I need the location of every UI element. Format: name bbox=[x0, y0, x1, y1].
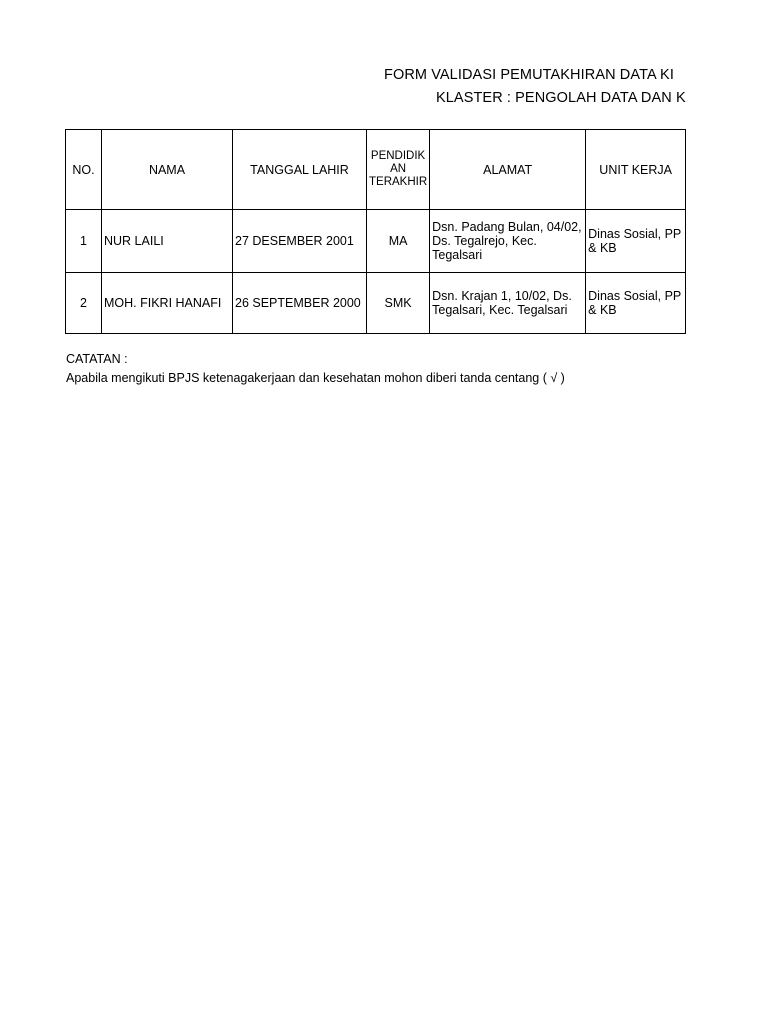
alamat-line-2: Ds. Tegalrejo, Kec. bbox=[432, 234, 537, 248]
alamat-line-1: Dsn. Padang Bulan, 04/02, bbox=[432, 220, 582, 234]
table-row bbox=[66, 210, 686, 273]
cell-tanggal-lahir: 26 SEPTEMBER 2000 bbox=[233, 273, 367, 334]
unit-kerja-line-2: & KB bbox=[588, 303, 617, 317]
alamat-line-1: Dsn. Krajan 1, 10/02, Ds. bbox=[432, 289, 572, 303]
header-pendidikan-line-2: AN bbox=[390, 163, 407, 175]
cell-unit-kerja bbox=[586, 210, 686, 273]
cell-tanggal-lahir: 27 DESEMBER 2001 bbox=[233, 210, 367, 273]
notes-section bbox=[66, 350, 565, 388]
unit-kerja-line-1: Dinas Sosial, PP bbox=[588, 227, 682, 241]
cell-alamat bbox=[430, 210, 586, 273]
title-line-1: FORM VALIDASI PEMUTAKHIRAN DATA KI bbox=[384, 67, 674, 83]
notes-text: Apabila mengikuti BPJS ketenagakerjaan dan kesehatan mohon diberi tanda centang ( √ ) bbox=[66, 371, 565, 385]
header-no: NO. bbox=[66, 130, 102, 210]
table-header-row bbox=[66, 130, 686, 210]
header-pendidikan-line-1: PENDIDIK bbox=[370, 150, 426, 162]
form-title bbox=[0, 62, 686, 114]
cell-alamat bbox=[430, 273, 586, 334]
cell-nama: NUR LAILI bbox=[102, 210, 233, 273]
table-row bbox=[66, 273, 686, 334]
cell-no: 2 bbox=[66, 273, 102, 334]
cell-nama: MOH. FIKRI HANAFI bbox=[102, 273, 233, 334]
title-line-2: KLASTER : PENGOLAH DATA DAN K bbox=[436, 90, 686, 106]
alamat-line-2: Tegalsari, Kec. Tegalsari bbox=[432, 303, 568, 317]
notes-label: CATATAN : bbox=[66, 352, 128, 366]
header-tanggal-lahir: TANGGAL LAHIR bbox=[233, 130, 367, 210]
header-pendidikan bbox=[367, 130, 430, 210]
header-pendidikan-line-3: TERAKHIR bbox=[369, 176, 428, 188]
employee-table bbox=[65, 129, 686, 334]
cell-unit-kerja bbox=[586, 273, 686, 334]
header-alamat: ALAMAT bbox=[430, 130, 586, 210]
header-nama: NAMA bbox=[102, 130, 233, 210]
cell-pendidikan: MA bbox=[367, 210, 430, 273]
cell-no: 1 bbox=[66, 210, 102, 273]
header-unit-kerja: UNIT KERJA bbox=[586, 130, 686, 210]
unit-kerja-line-1: Dinas Sosial, PP bbox=[588, 289, 682, 303]
cell-pendidikan: SMK bbox=[367, 273, 430, 334]
alamat-line-3: Tegalsari bbox=[432, 248, 483, 262]
unit-kerja-line-2: & KB bbox=[588, 241, 617, 255]
